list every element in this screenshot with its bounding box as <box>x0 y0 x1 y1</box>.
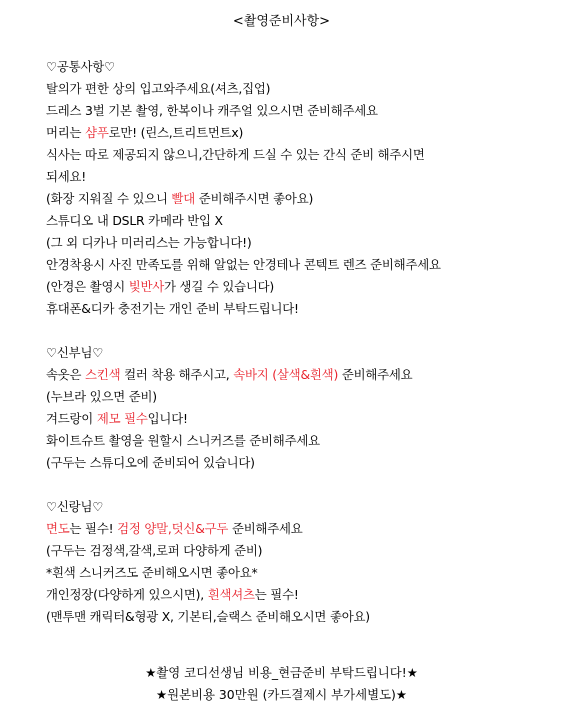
bride-line-1-text-a: 속옷은 <box>46 367 86 382</box>
common-line-3 <box>46 123 558 143</box>
bride-line-1-text-c: 준비해주세요 <box>338 367 413 382</box>
common-line-3-text-a: 머리는 <box>46 125 86 140</box>
common-line-6-highlight: 빨대 <box>171 191 196 206</box>
common-line-10 <box>46 277 558 297</box>
groom-line-5: (맨투맨 캐릭터&형광 X, 기본티,슬랙스 준비해오시면 좋아요) <box>46 609 370 624</box>
groom-line-4 <box>46 585 558 605</box>
page-title: <촬영준비사항> <box>232 14 331 29</box>
groom-line-4-text-b: 는 필수! <box>254 587 299 602</box>
groom-line-3: *흰색 스니커즈도 준비해오시면 좋아요* <box>46 565 258 580</box>
common-line-6-text-b: 준비해주시면 좋아요) <box>195 191 314 206</box>
bride-line-4: 화이트슈트 촬영을 원할시 스니커즈를 준비해주세요 <box>46 433 320 448</box>
common-line-2: 드레스 3벌 기본 촬영, 한복이나 캐주얼 있으시면 준비해주세요 <box>46 103 378 118</box>
common-line-6 <box>46 189 558 209</box>
groom-line-4-highlight: 흰색셔츠 <box>207 587 255 602</box>
groom-line-1-text-b: 준비해주세요 <box>228 521 303 536</box>
bride-line-5: (구두는 스튜디오에 준비되어 있습니다) <box>46 455 255 470</box>
groom-line-2: (구두는 검정색,갈색,로퍼 다양하게 준비) <box>46 543 263 558</box>
common-line-10-highlight: 빛반사 <box>128 279 165 294</box>
bride-line-3-highlight: 제모 필수 <box>96 411 148 426</box>
bride-line-2: (누브라 있으면 준비) <box>46 389 157 404</box>
bride-line-3-text-b: 입니다! <box>147 411 188 426</box>
groom-line-1-highlight-1: 면도 <box>46 521 70 536</box>
bride-line-1-highlight-1: 스킨색 <box>85 367 121 382</box>
common-line-10-text-b: 가 생길 수 있습니다) <box>164 279 275 294</box>
bride-line-3 <box>46 409 558 429</box>
groom-line-1-highlight-2: 검정 양말,덧신&구두 <box>117 521 229 536</box>
bride-line-1-highlight-2: 속바지 (살색&흰색) <box>233 367 339 382</box>
common-line-7: 스튜디오 내 DSLR 카메라 반입 X <box>46 213 223 228</box>
common-line-8: (그 외 디카나 미러리스는 가능합니다!) <box>46 235 252 250</box>
common-line-3-text-b: 로만! (린스,트리트먼트x) <box>108 125 244 140</box>
bride-heading: ♡신부님♡ <box>46 345 104 360</box>
bride-line-3-text-a: 겨드랑이 <box>46 411 97 426</box>
footer-line-2: ★원본비용 30만원 (카드결제시 부가세별도)★ <box>156 687 407 702</box>
common-heading: ♡공통사항♡ <box>46 59 115 74</box>
common-line-9: 안경착용시 사진 만족도를 위해 알없는 안경테나 콘텍트 렌즈 준비해주세요 <box>46 257 441 272</box>
common-line-11: 휴대폰&디카 충전기는 개인 준비 부탁드립니다! <box>46 301 299 316</box>
groom-line-1 <box>46 519 558 539</box>
common-line-10-text-a: (안경은 촬영시 <box>46 279 129 294</box>
groom-line-4-text-a: 개인정장(다양하게 있으시면), <box>46 587 208 602</box>
bride-line-1-text-b: 컬러 착용 해주시고, <box>120 367 234 382</box>
groom-line-1-text-a: 는 필수! <box>69 521 118 536</box>
common-line-4: 식사는 따로 제공되지 않으니,간단하게 드실 수 있는 간식 준비 해주시면 <box>46 147 425 162</box>
groom-heading: ♡신랑님♡ <box>46 499 104 514</box>
common-line-1: 탈의가 편한 상의 입고와주세요(셔츠,집업) <box>46 81 271 96</box>
common-line-6-text-a: (화장 지워질 수 있으니 <box>46 191 172 206</box>
footer-line-1: ★촬영 코디선생님 비용_현금준비 부탁드립니다!★ <box>145 665 418 680</box>
bride-line-1 <box>46 365 558 385</box>
common-line-5: 되세요! <box>46 169 87 184</box>
common-line-3-highlight: 샴푸 <box>85 125 109 140</box>
